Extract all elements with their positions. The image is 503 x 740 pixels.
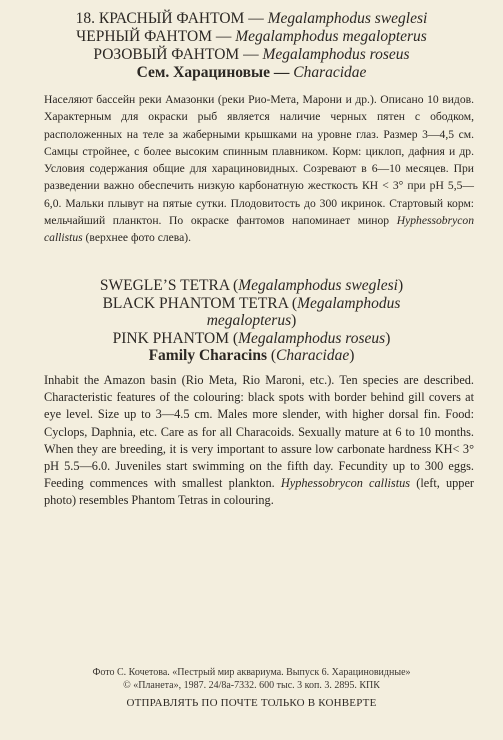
publication-credits bbox=[0, 667, 503, 692]
credits-line-2: © «Планета», 1987. 24/8а-7332. 600 тыс. 3 коп. 3. 2895. КПК bbox=[123, 679, 380, 691]
ru-heading-line-3: РОЗОВЫЙ ФАНТОМ — Megalamphodus roseus bbox=[93, 46, 410, 63]
credits-line-1: Фото С. Кочетова. «Пестрый мир аквариума. Выпуск 6. Харациновидные» bbox=[92, 667, 411, 678]
en-family-line: Family Characins (Characidae) bbox=[148, 347, 355, 364]
english-description: Inhabit the Amazon basin (Rio Meta, Rio Maroni, etc.). Ten species are described. Characteristic features of the colouring: black spots with border behind gill covers at eye level. Size up to 3—4.5 cm. Males more slender, with higher dorsal fin. Food: Cyclops, Daphnia, etc. Care as for all Characoids. Sexually mature at 6 to 10 months. When they are breeding, it is very important to assure low carbonate hardness KH< 3° pH 5.5—6.0. Juveniles start swimming on the fifth day. Fecundity up to 300 eggs. Feeding commences with smallest plankton. Hyphessobrycon callistus (left, upper photo) resembles Phantom Tetras in colouring. bbox=[44, 373, 475, 508]
english-heading bbox=[0, 277, 503, 365]
en-heading-line-3: megalopterus) bbox=[206, 312, 297, 329]
russian-heading bbox=[0, 10, 503, 82]
ru-heading-line-1: 18. КРАСНЫЙ ФАНТОМ — Megalamphodus sweglesi bbox=[75, 10, 428, 27]
mailing-instruction: ОТПРАВЛЯТЬ ПО ПОЧТЕ ТОЛЬКО В КОНВЕРТЕ bbox=[126, 697, 377, 709]
en-heading-line-4: PINK PHANTOM (Megalamphodus roseus) bbox=[112, 329, 391, 347]
en-heading-line-1: SWEGLE’S TETRA (Megalamphodus sweglesi) bbox=[99, 277, 404, 294]
ru-family-line: Сем. Харациновые — Characidae bbox=[136, 64, 367, 81]
russian-description: Населяют бассейн реки Амазонки (реки Рио-Мета, Марони и др.). Описано 10 видов. Характерным для окраски рыб является наличие черных пятен с ободком, расположенных на теле за жаберными крышками на уровне глаз. Размер 3—4,5 см. Самцы стройнее, с более высоким спинным плавником. Корм: циклоп, дафния и др. Условия содержания общие для харациновидных. Созревают в 6—10 месяцев. При разведении важно обеспечить низкую карбонатную жесткость КН < 3° при рН 5,5—6,0. Мальки плывут на пятые сутки. Плодовитость до 300 икринок. Стартовый корм: мельчайший планктон. По окраске фантомов напоминает минор Hyphessobrycon callistus (верхнее фото слева). bbox=[44, 93, 474, 245]
ru-heading-line-2: ЧЕРНЫЙ ФАНТОМ — Megalamphodus megalopterus bbox=[76, 28, 427, 45]
en-heading-line-2: BLACK PHANTOM TETRA (Megalamphodus bbox=[102, 294, 401, 312]
